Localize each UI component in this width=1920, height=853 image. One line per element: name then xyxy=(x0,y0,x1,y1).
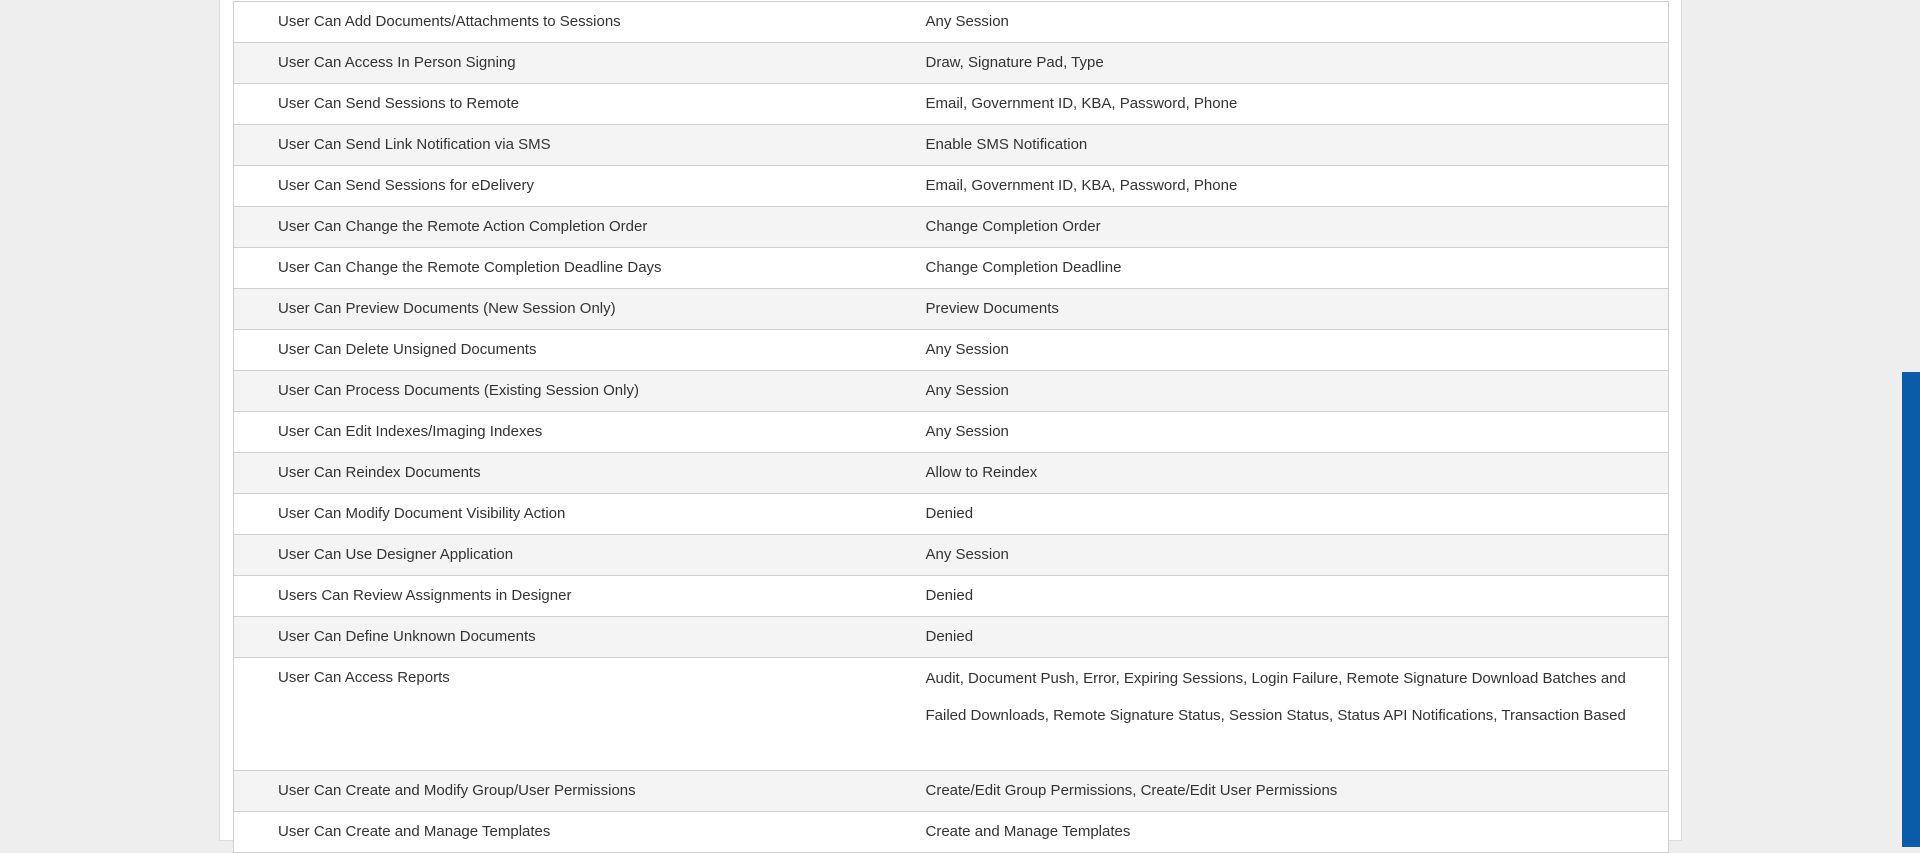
permission-name: User Can Define Unknown Documents xyxy=(234,617,926,658)
table-row xyxy=(234,289,1669,330)
table-row xyxy=(234,658,1669,771)
permission-name: User Can Use Designer Application xyxy=(234,535,926,576)
table-row xyxy=(234,84,1669,125)
table-row xyxy=(234,207,1669,248)
permission-name: User Can Access In Person Signing xyxy=(234,43,926,84)
permission-value: Denied xyxy=(926,494,1669,535)
table-row xyxy=(234,453,1669,494)
permission-name: User Can Send Sessions for eDelivery xyxy=(234,166,926,207)
table-row xyxy=(234,617,1669,658)
permission-name: Users Can Review Assignments in Designer xyxy=(234,576,926,617)
permission-value: Create/Edit Group Permissions, Create/Edit User Permissions xyxy=(926,771,1669,812)
table-row xyxy=(234,166,1669,207)
permission-name: User Can Modify Document Visibility Action xyxy=(234,494,926,535)
table-row xyxy=(234,43,1669,84)
table-row xyxy=(234,2,1669,43)
scrollbar-thumb[interactable] xyxy=(1902,372,1920,847)
table-row xyxy=(234,412,1669,453)
permission-name: User Can Edit Indexes/Imaging Indexes xyxy=(234,412,926,453)
permissions-table xyxy=(233,1,1669,853)
permission-value: Denied xyxy=(926,576,1669,617)
permission-value: Email, Government ID, KBA, Password, Phone xyxy=(926,84,1669,125)
permission-value: Any Session xyxy=(926,371,1669,412)
table-row xyxy=(234,371,1669,412)
permission-name: User Can Create and Modify Group/User Permissions xyxy=(234,771,926,812)
permission-name: User Can Send Link Notification via SMS xyxy=(234,125,926,166)
permission-value: Create and Manage Templates xyxy=(926,812,1669,853)
permission-value: Audit, Document Push, Error, Expiring Sessions, Login Failure, Remote Signature Download Batches and Failed Downloads, Remote Signature Status, Session Status, Status API Notifications, Transaction Based xyxy=(926,658,1669,771)
table-row xyxy=(234,125,1669,166)
permission-name: User Can Change the Remote Completion Deadline Days xyxy=(234,248,926,289)
permission-value: Allow to Reindex xyxy=(926,453,1669,494)
permission-value: Enable SMS Notification xyxy=(926,125,1669,166)
table-row xyxy=(234,248,1669,289)
permission-name: User Can Delete Unsigned Documents xyxy=(234,330,926,371)
permission-value: Draw, Signature Pad, Type xyxy=(926,43,1669,84)
permission-name: User Can Preview Documents (New Session Only) xyxy=(234,289,926,330)
table-row xyxy=(234,576,1669,617)
permission-name: User Can Change the Remote Action Completion Order xyxy=(234,207,926,248)
permission-name: User Can Add Documents/Attachments to Sessions xyxy=(234,2,926,43)
permission-value: Preview Documents xyxy=(926,289,1669,330)
permission-value: Email, Government ID, KBA, Password, Phone xyxy=(926,166,1669,207)
permission-name: User Can Process Documents (Existing Session Only) xyxy=(234,371,926,412)
table-row xyxy=(234,330,1669,371)
permission-value: Denied xyxy=(926,617,1669,658)
table-row xyxy=(234,812,1669,853)
permission-name: User Can Send Sessions to Remote xyxy=(234,84,926,125)
permission-value: Any Session xyxy=(926,330,1669,371)
permission-value: Any Session xyxy=(926,535,1669,576)
permission-name: User Can Create and Manage Templates xyxy=(234,812,926,853)
permission-name: User Can Reindex Documents xyxy=(234,453,926,494)
table-row xyxy=(234,771,1669,812)
permission-value: Change Completion Deadline xyxy=(926,248,1669,289)
permission-value: Change Completion Order xyxy=(926,207,1669,248)
permission-value: Any Session xyxy=(926,2,1669,43)
table-row xyxy=(234,535,1669,576)
table-row xyxy=(234,494,1669,535)
permission-name: User Can Access Reports xyxy=(234,658,926,771)
permission-value: Any Session xyxy=(926,412,1669,453)
